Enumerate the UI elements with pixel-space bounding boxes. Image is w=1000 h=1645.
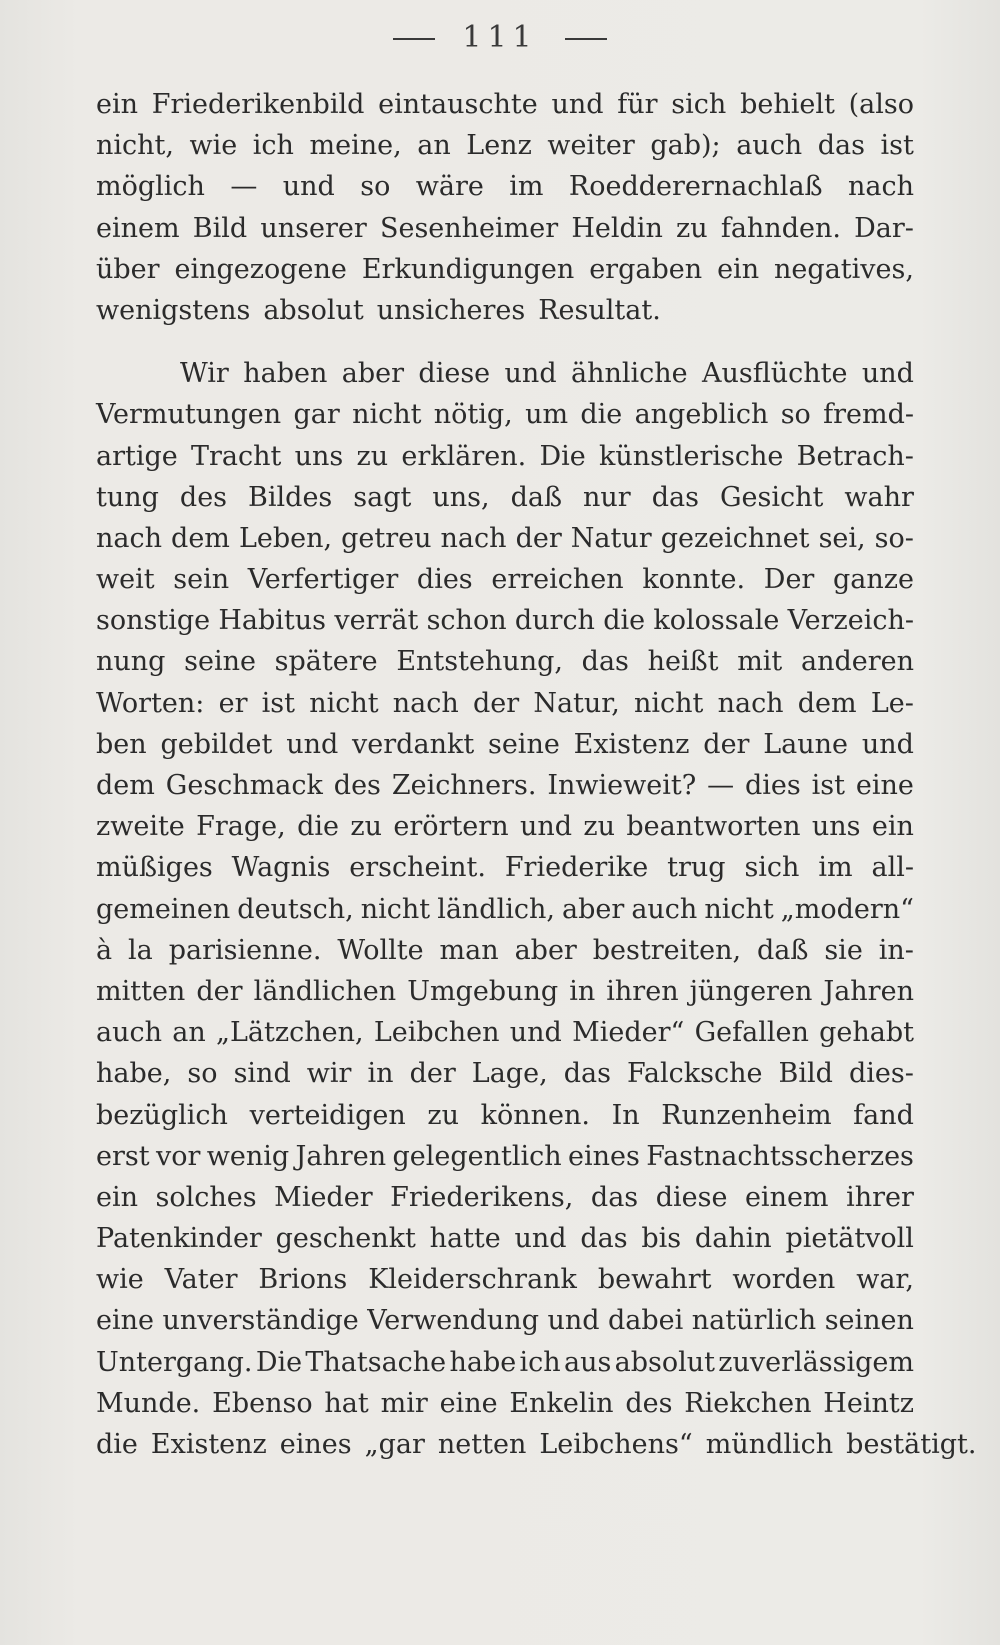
text-line: tung des Bildes sagt uns, daß nur das Gesicht wahr bbox=[96, 481, 914, 513]
text-line: sonstige Habitus verrät schon durch die kolossale Verzeich- bbox=[96, 605, 914, 637]
body-text bbox=[96, 84, 977, 1465]
text-line: müßiges Wagnis erscheint. Friederike trug sich im all- bbox=[96, 852, 914, 884]
paragraph bbox=[96, 84, 914, 331]
text-line: wenigstens absolut unsicheres Resultat. bbox=[96, 294, 661, 326]
text-line: à la parisienne. Wollte man aber bestreiten, daß sie in- bbox=[96, 934, 914, 966]
text-line: habe, so sind wir in der Lage, das Falcksche Bild dies- bbox=[96, 1058, 914, 1090]
header-dash-right bbox=[565, 38, 607, 40]
text-line: auch an „Lätzchen, Leibchen und Mieder“ Gefallen gehabt bbox=[96, 1017, 914, 1049]
text-line: möglich — und so wäre im Roedderernachlaß nach bbox=[96, 171, 914, 203]
text-line: ein solches Mieder Friederikens, das diese einem ihrer bbox=[96, 1181, 914, 1213]
text-line: eine unverständige Verwendung und dabei natürlich seinen bbox=[96, 1305, 914, 1337]
text-line: bezüglich verteidigen zu können. In Runzenheim fand bbox=[96, 1099, 914, 1131]
text-line: Untergang. Die Thatsache habe ich aus absolut zuverlässigem bbox=[96, 1346, 914, 1378]
text-line: einem Bild unserer Sesenheimer Heldin zu fahnden. Dar- bbox=[96, 212, 914, 244]
text-line: ein Friederikenbild eintauschte und für sich behielt (also bbox=[96, 89, 914, 120]
text-line: Vermutungen gar nicht nötig, um die angeblich so fremd- bbox=[96, 399, 914, 431]
text-line: nach dem Leben, getreu nach der Natur gezeichnet sei, so- bbox=[96, 522, 914, 554]
paragraph-gap bbox=[96, 331, 914, 353]
text-line: zweite Frage, die zu erörtern und zu beantworten uns ein bbox=[96, 811, 914, 843]
page-header bbox=[0, 20, 1000, 55]
text-line: artige Tracht uns zu erklären. Die künstlerische Betrach- bbox=[96, 440, 914, 472]
text-line: Munde. Ebenso hat mir eine Enkelin des Riekchen Heintz bbox=[96, 1387, 914, 1419]
text-line: Worten: er ist nicht nach der Natur, nicht nach dem Le- bbox=[96, 687, 914, 719]
text-line: dem Geschmack des Zeichners. Inwieweit? — dies ist eine bbox=[96, 770, 914, 801]
text-line: weit sein Verfertiger dies erreichen konnte. Der ganze bbox=[96, 564, 914, 596]
text-line: über eingezogene Erkundigungen ergaben ein negatives, bbox=[96, 253, 914, 285]
text-line: mitten der ländlichen Umgebung in ihren jüngeren Jahren bbox=[96, 975, 914, 1007]
text-line: nicht, wie ich meine, an Lenz weiter gab); auch das ist bbox=[96, 130, 914, 162]
text-line: Wir haben aber diese und ähnliche Ausflüchte und bbox=[180, 358, 914, 390]
text-line: die Existenz eines „gar netten Leibchens“ mündlich bestätigt. bbox=[96, 1429, 977, 1460]
text-line: gemeinen deutsch, nicht ländlich, aber auch nicht „modern“ bbox=[96, 893, 914, 925]
text-line: erst vor wenig Jahren gelegentlich eines Fastnachtsscherzes bbox=[96, 1140, 914, 1172]
text-line: wie Vater Brions Kleiderschrank bewahrt worden war, bbox=[96, 1264, 914, 1296]
text-line: Patenkinder geschenkt hatte und das bis dahin pietätvoll bbox=[96, 1223, 914, 1255]
text-line: ben gebildet und verdankt seine Existenz der Laune und bbox=[96, 728, 914, 760]
paragraph bbox=[96, 353, 977, 1465]
header-dash-left bbox=[393, 38, 435, 40]
text-line: nung seine spätere Entstehung, das heißt mit anderen bbox=[96, 646, 914, 678]
page-number: 111 bbox=[462, 20, 538, 55]
